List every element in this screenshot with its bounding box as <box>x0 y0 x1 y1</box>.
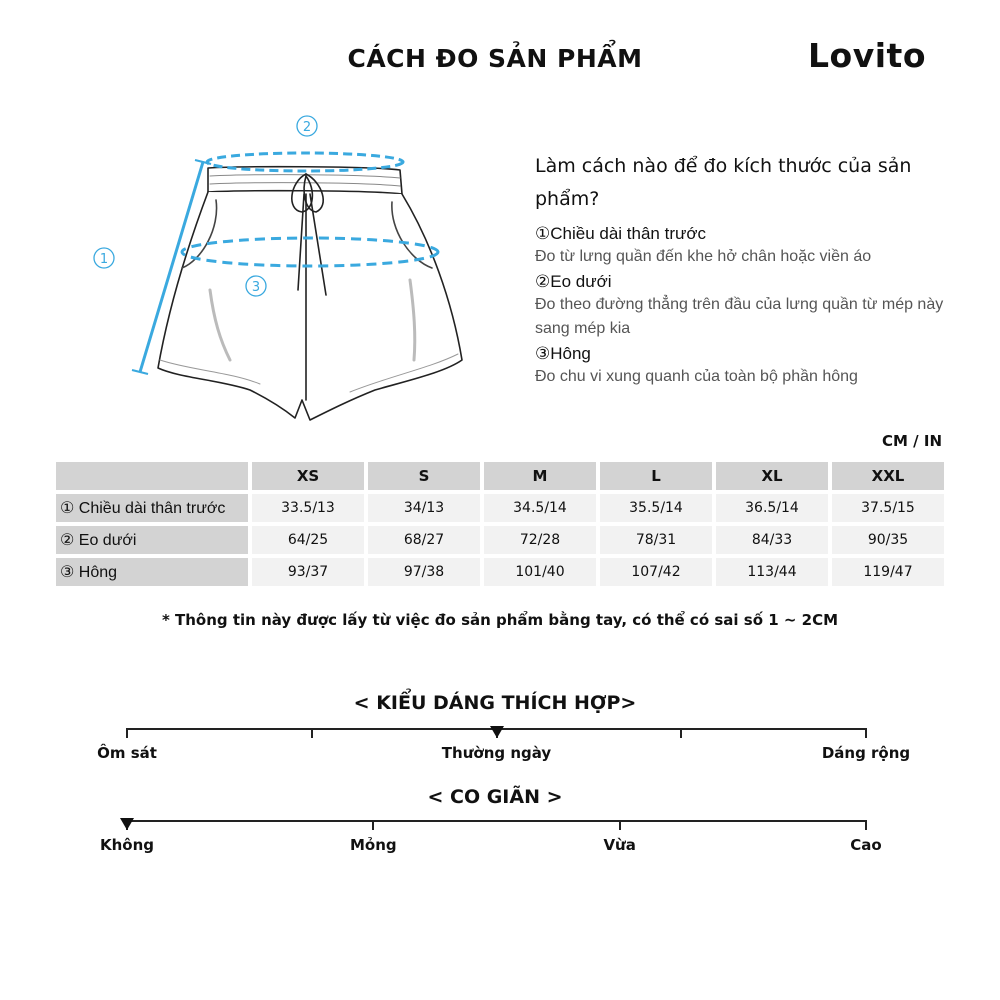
stretch-scale-label: Mỏng <box>350 836 397 854</box>
table-cell: 119/47 <box>832 558 944 586</box>
fit-scale-tick <box>311 728 313 738</box>
fit-scale-tick <box>865 728 867 738</box>
measure-title: ①Chiều dài thân trước <box>535 224 707 243</box>
size-header-s: S <box>368 462 480 490</box>
fit-scale-tick <box>126 728 128 738</box>
size-header-xxl: XXL <box>832 462 944 490</box>
fit-scale-label: Dáng rộng <box>821 744 911 762</box>
stretch-scale-line <box>127 820 866 822</box>
table-cell: 35.5/14 <box>600 494 712 522</box>
stretch-scale-label: Không <box>99 836 155 854</box>
fit-scale-label: Ôm sát <box>97 744 157 762</box>
size-header-xs: XS <box>252 462 364 490</box>
measure-item-waist <box>535 270 955 341</box>
unit-label: CM / IN <box>882 432 942 450</box>
row-label: ③ Hông <box>56 558 248 586</box>
size-header-xl: XL <box>716 462 828 490</box>
table-cell: 97/38 <box>368 558 480 586</box>
measure-title: ②Eo dưới <box>535 272 612 291</box>
size-header-l: L <box>600 462 712 490</box>
fit-scale-tick <box>680 728 682 738</box>
row-label: ① Chiều dài thân trước <box>56 494 248 522</box>
stretch-scale-label: Vừa <box>603 836 636 854</box>
measure-desc: Đo chu vi xung quanh của toàn bộ phần hông <box>535 368 858 385</box>
table-cell: 37.5/15 <box>832 494 944 522</box>
table-cell: 68/27 <box>368 526 480 554</box>
measure-question: Làm cách nào để đo kích thước của sản phẩm? <box>535 155 912 210</box>
table-cell: 33.5/13 <box>252 494 364 522</box>
table-cell: 34/13 <box>368 494 480 522</box>
table-cell: 72/28 <box>484 526 596 554</box>
svg-text:1: 1 <box>99 252 109 267</box>
table-row <box>56 526 944 554</box>
table-cell: 101/40 <box>484 558 596 586</box>
table-cell: 64/25 <box>252 526 364 554</box>
table-row <box>56 558 944 586</box>
table-cell: 113/44 <box>716 558 828 586</box>
size-table <box>52 458 948 590</box>
table-cell: 36.5/14 <box>716 494 828 522</box>
stretch-scale-marker-icon <box>120 818 134 830</box>
fit-scale-title: < KIỂU DÁNG THÍCH HỢP> <box>353 692 637 714</box>
fit-scale-marker-icon <box>490 726 504 738</box>
fit-scale-label: Thường ngày <box>441 744 552 762</box>
measure-desc: Đo theo đường thẳng trên đầu của lưng quần từ mép này sang mép kia <box>535 296 944 337</box>
header-blank-cell <box>56 462 248 490</box>
size-header-row <box>56 462 944 490</box>
brand-logo: Lovito <box>808 36 926 75</box>
measure-note: * Thông tin này được lấy từ việc đo sản phẩm bằng tay, có thể có sai số 1 ~ 2CM <box>161 611 839 629</box>
stretch-scale-label: Cao <box>850 836 882 854</box>
shorts-diagram-icon <box>80 110 480 430</box>
page-title: CÁCH ĐO SẢN PHẨM <box>347 44 643 73</box>
stretch-scale-title: < CO GIÃN > <box>427 786 563 808</box>
measure-item-length <box>535 222 955 269</box>
table-row <box>56 494 944 522</box>
size-header-m: M <box>484 462 596 490</box>
stretch-scale-tick <box>865 820 867 830</box>
measure-item-hip <box>535 342 955 389</box>
row-label: ② Eo dưới <box>56 526 248 554</box>
table-cell: 78/31 <box>600 526 712 554</box>
measure-desc: Đo từ lưng quần đến khe hở chân hoặc viền áo <box>535 248 872 265</box>
table-cell: 90/35 <box>832 526 944 554</box>
measure-title: ③Hông <box>535 344 591 363</box>
stretch-scale-tick <box>372 820 374 830</box>
table-cell: 107/42 <box>600 558 712 586</box>
measure-guide <box>535 150 955 390</box>
svg-text:3: 3 <box>251 280 261 295</box>
svg-text:2: 2 <box>302 120 312 135</box>
table-cell: 93/37 <box>252 558 364 586</box>
table-cell: 34.5/14 <box>484 494 596 522</box>
table-cell: 84/33 <box>716 526 828 554</box>
stretch-scale-tick <box>619 820 621 830</box>
